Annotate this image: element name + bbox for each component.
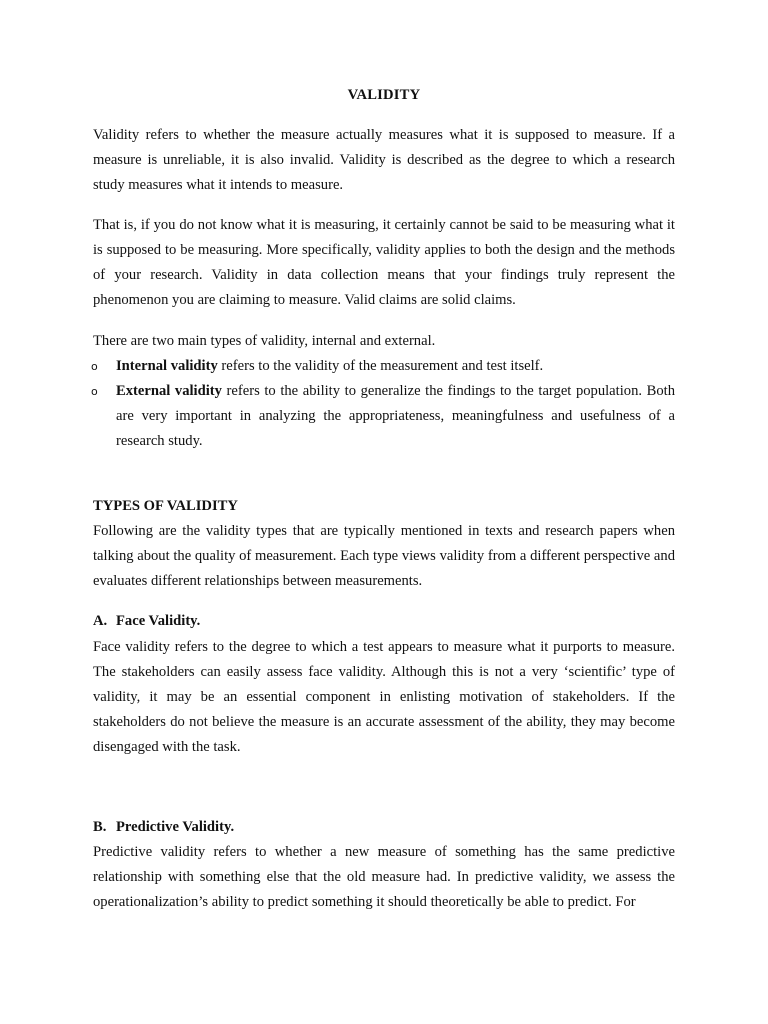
subheading-label: Predictive Validity. [116, 819, 235, 835]
types-paragraph: Following are the validity types that are typically mentioned in texts and research papers when talking about the quality of measurement. Each type views validity from a different perspective and evaluates different relationships between measurements. [93, 523, 675, 589]
intro-paragraph-1: Validity refers to whether the measure actually measures what it is supposed to measure. If a measure is unreliable, it is also invalid. Validity is described as the degree to which a research study measures what it intends to measure. [93, 127, 675, 193]
bullet-text: refers to the validity of the measurement and test itself. [217, 358, 544, 374]
subheading-label: Face Validity. [116, 613, 201, 629]
intro-paragraph-2: That is, if you do not know what it is measuring, it certainly cannot be said to be measuring what it is supposed to be measuring. More specifically, validity applies to both the design and the methods of your research. Validity in data collection means that your findings truly represent the phenomenon you are claiming to measure. Valid claims are solid claims. [93, 217, 675, 308]
bullet-text: refers to the ability to generalize the findings to the target population. Both are very important in analyzing the appropriateness, meaningfulness and usefulness of a research study. [116, 383, 675, 449]
bullet-term: External validity [116, 383, 222, 399]
intro-paragraph-3: There are two main types of validity, internal and external. [93, 333, 436, 349]
subheading-predictive-validity [93, 815, 234, 840]
list-item-internal-validity [93, 354, 675, 379]
section-heading-types: TYPES OF VALIDITY [93, 498, 238, 514]
face-validity-paragraph: Face validity refers to the degree to which a test appears to measure what it purports to measure. The stakeholders can easily assess face validity. Although this is not a very ‘scientific’ type of validity, it may be an essential component in enlisting motivation of stakeholders. If the stakeholders do not believe the measure is an accurate assessment of the ability, they may become disengaged with the task. [93, 639, 675, 755]
subheading-face-validity [93, 609, 200, 634]
hollow-bullet-icon: o [91, 360, 98, 373]
validity-types-list [93, 354, 675, 454]
hollow-bullet-icon: o [91, 385, 98, 398]
predictive-validity-paragraph: Predictive validity refers to whether a new measure of something has the same predictive relationship with something else that the old measure had. In predictive validity, we assess the operationalization’s ability to predict something it should theoretically be able to predict. For [93, 844, 675, 910]
subheading-letter: B. [93, 819, 107, 835]
subheading-letter: A. [93, 613, 108, 629]
document-title: VALIDITY [347, 87, 421, 103]
list-item-external-validity [93, 379, 675, 454]
bullet-term: Internal validity [116, 358, 218, 374]
